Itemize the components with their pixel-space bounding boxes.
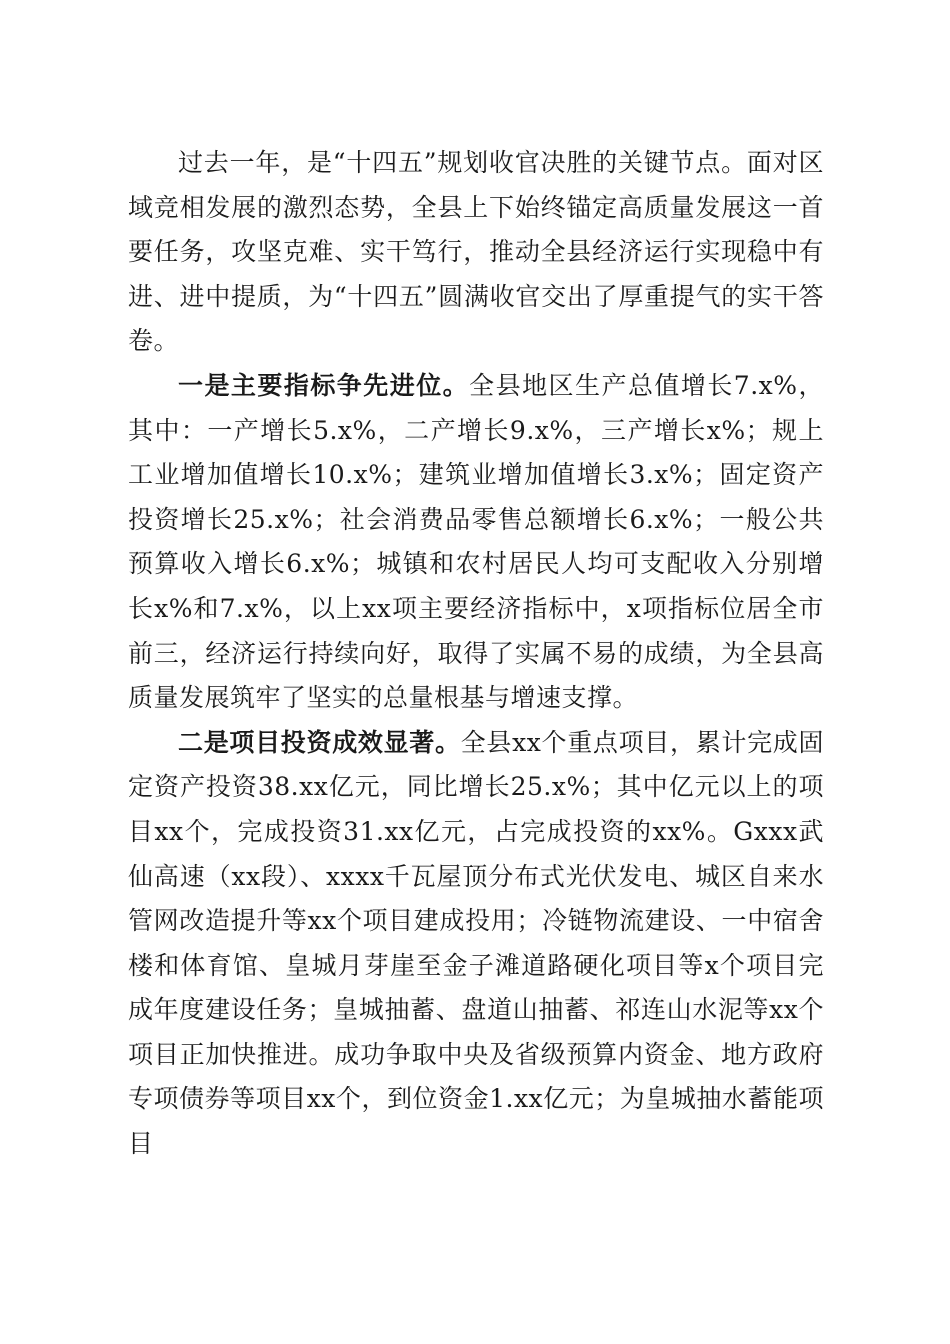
paragraph-lead: 一是主要指标争先进位。	[178, 370, 470, 400]
paragraph-text: 全县地区生产总值增长7.x%，其中：一产增长5.x%，二产增长9.x%，三产增长x%；规上工业增加值增长10.x%；建筑业增加值增长3.x%；固定资产投资增长25.x%；社会消费品零售总额增长6.x%；一般公共预算收入增长6.x%；城镇和农村居民人均可支配收入分别增长x%和7.x%，以上xx项主要经济指标中，x项指标位居全市前三，经济运行持续向好，取得了实属不易的成绩，为全县高质量发展筑牢了坚实的总量根基与增速支撑。	[128, 370, 824, 713]
paragraph-lead: 二是项目投资成效显著。	[178, 727, 461, 757]
document-body	[128, 141, 824, 1167]
paragraph-key-indicators	[128, 364, 824, 721]
paragraph-text: 过去一年，是“十四五”规划收官决胜的关键节点。面对区域竞相发展的激烈态势，全县上下始终锚定高质量发展这一首要任务，攻坚克难、实干笃行，推动全县经济运行实现稳中有进、进中提质，为“十四五”圆满收官交出了厚重提气的实干答卷。	[128, 148, 824, 356]
paragraph-intro	[128, 141, 824, 364]
paragraph-project-investment	[128, 721, 824, 1167]
paragraph-text: 全县xx个重点项目，累计完成固定资产投资38.xx亿元，同比增长25.x%；其中亿元以上的项目xx个，完成投资31.xx亿元，占完成投资的xx%。Gxxx武仙高速（xx段）、xxxx千瓦屋顶分布式光伏发电、城区自来水管网改造提升等xx个项目建成投用；冷链物流建设、一中宿舍楼和体育馆、皇城月芽崖至金子滩道路硬化项目等x个项目完成年度建设任务；皇城抽蓄、盘道山抽蓄、祁连山水泥等xx个项目正加快推进。成功争取中央及省级预算内资金、地方政府专项债券等项目xx个，到位资金1.xx亿元；为皇城抽水蓄能项目	[128, 727, 824, 1159]
